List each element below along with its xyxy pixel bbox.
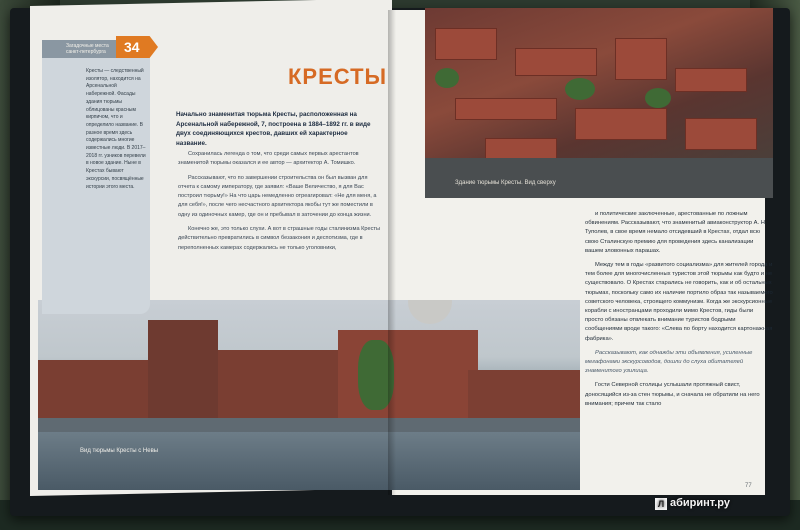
embankment-photo-caption: Вид тюрьмы Кресты с Невы (80, 448, 159, 454)
aerial-photo (425, 8, 773, 198)
paragraph: Конечно же, это только слухи. А вот в страшные годы сталинизма Кресты действительно превратились в символ беззакония и деспотизма, где в переполненных камерах содержались не только уголовники, (178, 226, 380, 251)
lead-paragraph: Начально знаменитая тюрьма Кресты, расположенная на Арсенальной набережной, 7, построена в 1884–1892 гг. в виде двух соединяющихся крестов, давших ей характерное название. (176, 111, 371, 147)
left-body-text (178, 150, 382, 258)
aerial-photo-caption: Здание тюрьмы Кресты. Вид сверху (455, 180, 556, 186)
paragraph: Рассказывают, как однажды эти объявления, усиленные мегафонами экскурсоводов, дошли до слуха обитателей знаменитого узилища. (585, 349, 753, 375)
right-body-text (585, 210, 773, 414)
paragraph: Между тем в годы «развитого социализма» для жителей города и тем более для многочисленных туристов этой тюрьмы как будто и не существовало. О Крестах старались не говорить, как и об остальных тюрьмах, поскольку само их наличие портило образ так называемого советского человека, строящего коммунизм. Когда же экскурсионные корабли с иностранцами проходили мимо Крестов, гиды были просто обязаны отвлекать внимание туристов бодрыми сообщениями вроде такого: «Слева по борту находится картонажная фабрика». (585, 262, 773, 342)
labirint-logo-icon: Л (655, 498, 667, 510)
paragraph: Гости Северной столицы услышали протяжный свист, доносящийся из-за стен тюрьмы, и сначала не обратили на него внимания; причем так стало (585, 382, 760, 407)
chapter-number: 34 (124, 39, 140, 55)
sidebar-header-text: Загадочные места санкт-петербурга (66, 43, 109, 55)
page-title: КРЕСТЫ (288, 64, 388, 89)
embankment-photo (38, 300, 580, 490)
watermark-text: абиринт.ру (670, 497, 730, 509)
watermark (655, 497, 730, 510)
page-number: 77 (745, 483, 752, 489)
sidebar-text: Кресты — следственный изолятор, находится на Арсенальной набережной. Фасады здания тюрьмы облицованы красным кирпичом, что и определило название. В разное время здесь содержались многие известные люди. В 2017–2018 гг. узников перевели в новое здание. Ныне в Крестах бывают экскурсии, посвящённые истории этого места. (86, 68, 146, 190)
paragraph: Сохранилась легенда о том, что среди самых первых арестантов знаменитой тюрьмы оказался и ее автор — архитектор А. Томишко. (178, 151, 359, 167)
paragraph: Рассказывают, что по завершении строительства он был вызван для отчета к самому императору, где заявил: «Ваше Величество, я для Вас построил тюрьму!» На что царь немедленно отреагировал: «Не для меня, а для себя!», после чего несчастного архитектора якобы тут же поместили в одну из одиночных камер, где он и пребывал в заточении до конца жизни. (178, 174, 377, 218)
book-spine (388, 10, 396, 495)
paragraph: и политические заключенные, арестованные по ложным обвинениям. Рассказывают, что знаменитый авиаконструктор А. Н. Туполев, в свое время немало отсидевший в Крестах, отдал всю свою Сталинскую премию для проведения здесь канализации вашем зловонных парашах. (585, 211, 767, 254)
